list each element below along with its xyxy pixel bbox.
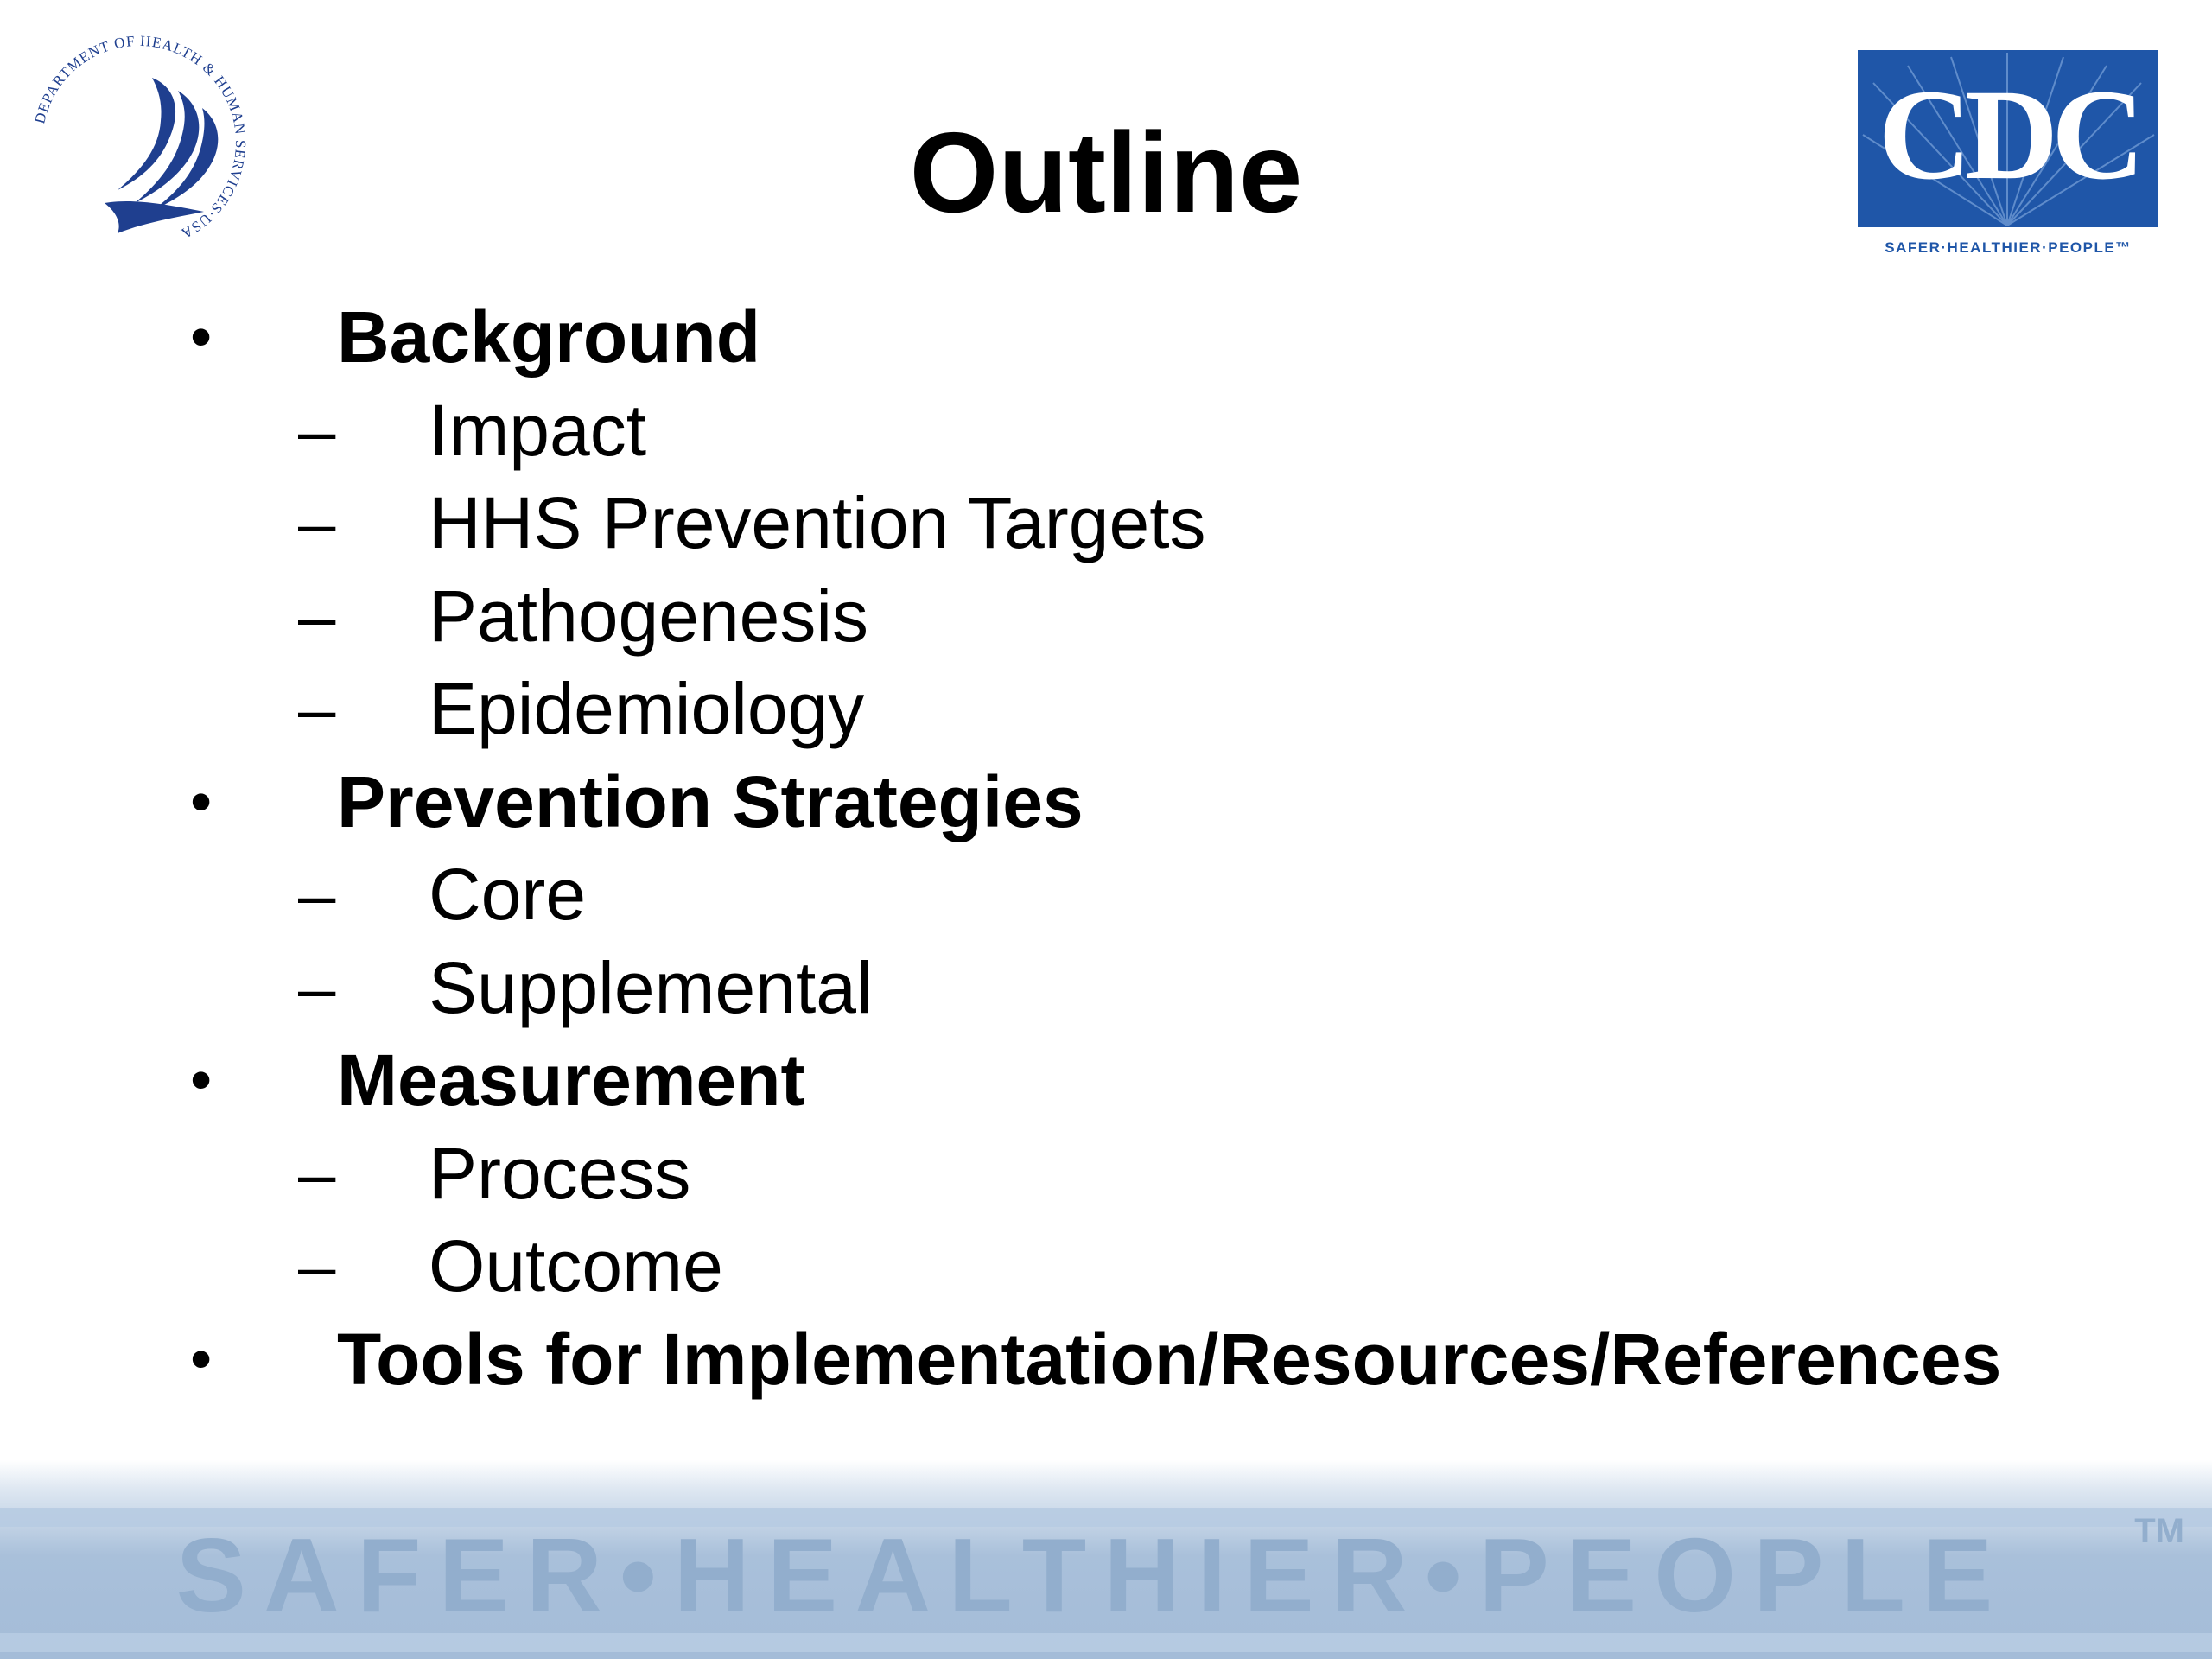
- outline-item: [0, 1312, 2212, 1405]
- outline-item-label: HHS Prevention Targets: [429, 482, 1206, 563]
- outline-subitem: [0, 383, 2212, 476]
- outline-subitem: [0, 940, 2212, 1033]
- outline-subitem: [0, 847, 2212, 940]
- dash-icon: –: [298, 671, 336, 747]
- dash-icon: –: [298, 1135, 336, 1211]
- seal-ring-text: DEPARTMENT OF HEALTH & HUMAN SERVICES·USA: [31, 32, 250, 243]
- outline-subitem: [0, 1126, 2212, 1219]
- cdc-tagline: SAFER·HEALTHIER·PEOPLE™: [1885, 239, 2132, 256]
- cdc-letters: CDC: [1878, 63, 2139, 207]
- outline-subitem: [0, 475, 2212, 569]
- dash-icon: –: [298, 856, 336, 932]
- outline-subitem: [0, 1218, 2212, 1312]
- dash-icon: –: [298, 577, 336, 654]
- dash-icon: –: [298, 391, 336, 468]
- outline-item-label: Background: [337, 296, 761, 378]
- outline-item: [0, 754, 2212, 848]
- outline-item-label: Process: [429, 1132, 691, 1214]
- bullet-icon: •: [190, 1324, 213, 1394]
- outline-item-label: Impact: [429, 389, 647, 471]
- outline-list: [0, 289, 2212, 1404]
- footer-trademark: TM: [2134, 1512, 2184, 1550]
- outline-item-label: Epidemiology: [429, 668, 865, 749]
- footer-slogan: SAFER•HEALTHIER•PEOPLE: [175, 1516, 2011, 1634]
- outline-item-label: Measurement: [337, 1039, 805, 1121]
- outline-item: [0, 289, 2212, 383]
- outline-subitem: [0, 661, 2212, 754]
- bullet-icon: •: [190, 302, 213, 372]
- dash-icon: –: [298, 949, 336, 1026]
- slide-title: Outline: [909, 109, 1303, 236]
- outline-item-label: Prevention Strategies: [337, 760, 1084, 842]
- footer-banner-text: [0, 1460, 2212, 1659]
- dash-icon: –: [298, 485, 336, 561]
- bullet-icon: •: [190, 766, 213, 836]
- outline-item: [0, 1033, 2212, 1126]
- outline-item-label: Core: [429, 854, 587, 935]
- outline-item-label: Outcome: [429, 1225, 723, 1306]
- outline-item-label: Supplemental: [429, 946, 873, 1028]
- dash-icon: –: [298, 1228, 336, 1304]
- bullet-icon: •: [190, 1046, 213, 1115]
- outline-subitem: [0, 569, 2212, 662]
- outline-item-label: Pathogenesis: [429, 575, 869, 657]
- outline-item-label: Tools for Implementation/Resources/References: [337, 1318, 2002, 1400]
